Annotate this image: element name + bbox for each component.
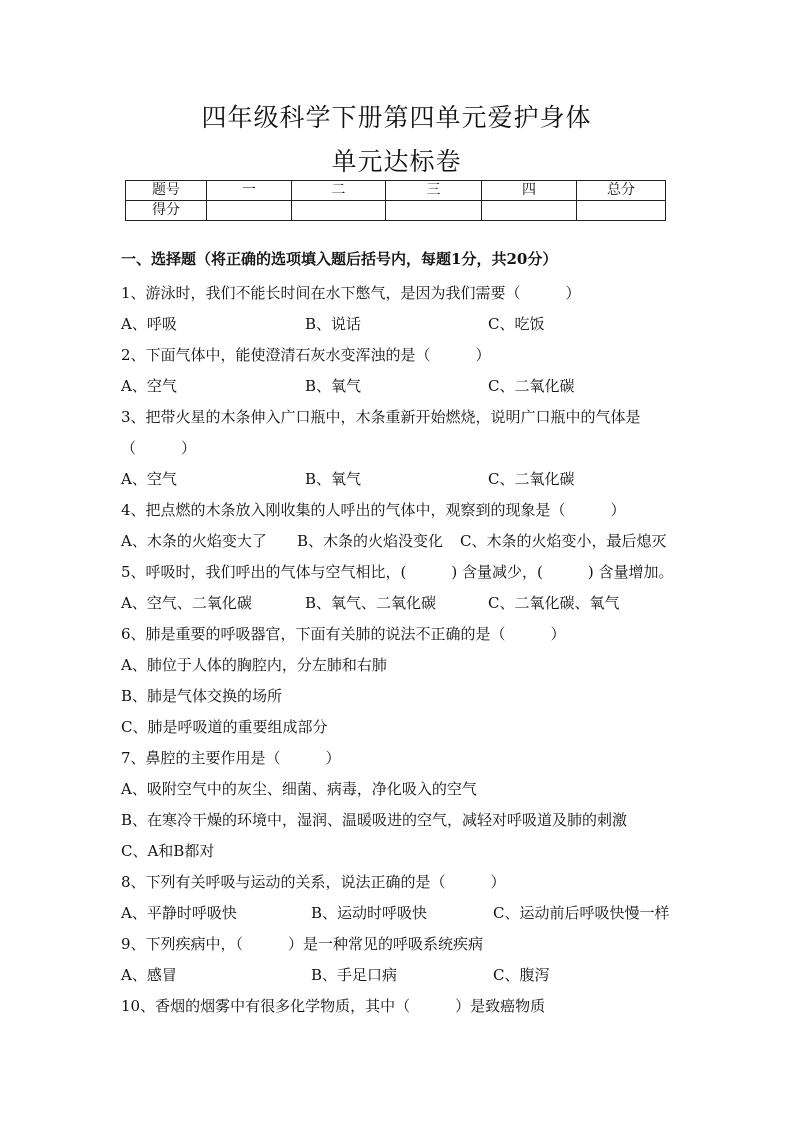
question-stem: 8、下列有关呼吸与运动的关系，说法正确的是（ ） xyxy=(121,873,506,891)
option-b: B、说话 xyxy=(305,315,362,333)
option-a: A、吸附空气中的灰尘、细菌、病毒，净化吸入的空气 xyxy=(121,780,477,798)
score-header-cell: 二 xyxy=(292,181,386,201)
score-row-label: 得分 xyxy=(126,201,207,221)
option-b: B、在寒冷干燥的环境中，湿润、温暖吸进的空气，减轻对呼吸道及肺的刺激 xyxy=(121,811,628,829)
score-table xyxy=(125,180,666,221)
option-b: B、手足口病 xyxy=(311,966,398,984)
score-header-cell: 四 xyxy=(482,181,577,201)
score-table-header-row xyxy=(126,181,666,201)
score-cell[interactable] xyxy=(207,201,292,221)
option-c: C、A和B都对 xyxy=(121,842,215,860)
option-b: B、氧气 xyxy=(305,470,362,488)
score-cell[interactable] xyxy=(577,201,666,221)
score-header-cell: 一 xyxy=(207,181,292,201)
question-stem: 4、把点燃的木条放入刚收集的人呼出的气体中，观察到的现象是（ ） xyxy=(121,501,626,519)
score-table-score-row xyxy=(126,201,666,221)
question-stem: 10、香烟的烟雾中有很多化学物质，其中（ ）是致癌物质 xyxy=(121,997,546,1015)
option-b: B、木条的火焰没变化 xyxy=(297,532,444,550)
option-c: C、二氧化碳 xyxy=(488,377,575,395)
option-a: A、空气 xyxy=(121,377,177,395)
score-cell[interactable] xyxy=(386,201,482,221)
option-a: A、感冒 xyxy=(121,966,177,984)
score-header-cell: 题号 xyxy=(126,181,207,201)
option-b: B、运动时呼吸快 xyxy=(311,904,428,922)
question-stem-continued: （ ） xyxy=(121,439,197,457)
option-b: B、氧气、二氧化碳 xyxy=(305,594,437,612)
exam-title: 四年级科学下册第四单元爱护身体 xyxy=(201,103,592,132)
question-stem: 5、呼吸时，我们呼出的气体与空气相比，( ) 含量减少，( ) 含量增加。 xyxy=(121,563,674,581)
score-header-cell: 三 xyxy=(386,181,482,201)
option-a: A、肺位于人体的胸腔内，分左肺和右肺 xyxy=(121,656,387,674)
option-c: C、二氧化碳 xyxy=(488,470,575,488)
option-c: C、吃饭 xyxy=(488,315,545,333)
option-b: B、肺是气体交换的场所 xyxy=(121,687,283,705)
section-heading: 一、选择题（将正确的选项填入题后括号内，每题1分，共20分） xyxy=(121,250,558,268)
question-stem: 2、下面气体中，能使澄清石灰水变浑浊的是（ ） xyxy=(121,346,491,364)
score-header-cell: 总分 xyxy=(577,181,666,201)
question-stem: 3、把带火星的木条伸入广口瓶中，木条重新开始燃烧，说明广口瓶中的气体是 xyxy=(121,408,641,426)
option-c: C、木条的火焰变小，最后熄灭 xyxy=(460,532,667,550)
exam-subtitle: 单元达标卷 xyxy=(331,147,462,176)
option-a: A、平静时呼吸快 xyxy=(121,904,237,922)
option-c: C、运动前后呼吸快慢一样 xyxy=(493,904,670,922)
option-a: A、空气、二氧化碳 xyxy=(121,594,252,612)
option-c: C、腹泻 xyxy=(493,966,550,984)
option-a: A、空气 xyxy=(121,470,177,488)
question-stem: 6、肺是重要的呼吸器官，下面有关肺的说法不正确的是（ ） xyxy=(121,625,566,643)
score-cell[interactable] xyxy=(292,201,386,221)
option-c: C、肺是呼吸道的重要组成部分 xyxy=(121,718,328,736)
score-cell[interactable] xyxy=(482,201,577,221)
option-a: A、木条的火焰变大了 xyxy=(121,532,267,550)
question-stem: 9、下列疾病中，（ ）是一种常见的呼吸系统疾病 xyxy=(121,935,484,953)
option-b: B、氧气 xyxy=(305,377,362,395)
question-stem: 7、鼻腔的主要作用是（ ） xyxy=(121,749,341,767)
option-a: A、呼吸 xyxy=(121,315,177,333)
question-stem: 1、游泳时，我们不能长时间在水下憋气，是因为我们需要（ ） xyxy=(121,284,581,302)
option-c: C、二氧化碳、氧气 xyxy=(488,594,620,612)
